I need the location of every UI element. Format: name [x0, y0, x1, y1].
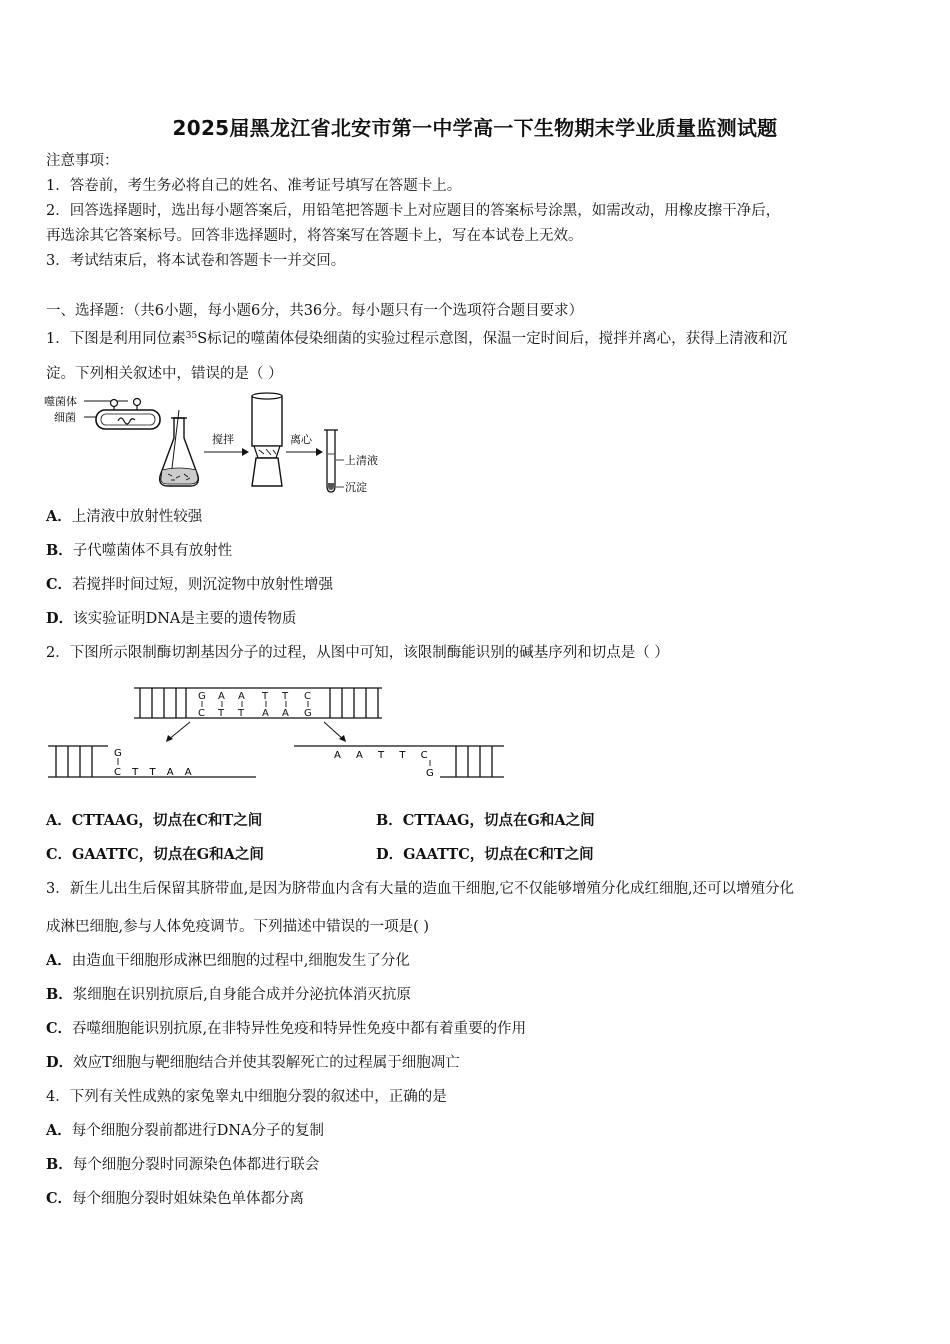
intact-dna-strands	[134, 688, 382, 718]
q3-option-a-letter: A．	[46, 952, 72, 969]
q3-option-d-letter: D．	[46, 1054, 74, 1071]
q1-stem-b: S标记的噬菌体侵染细菌的实验过程示意图，保温一定时间后，搅拌并离心，获得上清液和沉	[197, 331, 788, 347]
q4-option-c-letter: C．	[46, 1190, 73, 1207]
phage-1	[111, 400, 118, 411]
q4-option-a[interactable]	[46, 1122, 324, 1140]
blender-jar	[252, 396, 282, 446]
q2-option-b-text: CTTAAG，切点在G和A之间	[402, 812, 595, 829]
q4-option-b[interactable]	[46, 1156, 319, 1174]
base-bottom-6: G	[304, 708, 312, 719]
notice-item-2: 2．回答选择题时，选出每小题答案后，用铅笔把答题卡上对应题目的答案标号涂黑，如需改动，用橡皮擦干净后，	[46, 203, 781, 219]
bacterium-cell	[96, 410, 160, 429]
q4-option-b-text: 每个细胞分裂时同源染色体都进行联会	[72, 1157, 320, 1173]
label-precipitate: 沉淀	[345, 481, 367, 494]
q4-stem-text: 下列有关性成熟的家兔睾丸中细胞分裂的叙述中，正确的是	[69, 1089, 447, 1105]
intact-top-sequence	[198, 691, 311, 702]
q2-option-b[interactable]	[376, 812, 595, 830]
q2-option-a[interactable]	[46, 812, 262, 830]
q3-option-c[interactable]	[46, 1020, 526, 1038]
q2-option-c-text: GAATTC，切点在G和A之间	[72, 846, 264, 863]
page-title: 2025届黑龙江省北安市第一中学高一下生物期末学业质量监测试题	[172, 116, 778, 140]
intact-bottom-sequence	[198, 708, 312, 719]
arrow-left-line	[168, 722, 190, 740]
q1-option-a[interactable]	[46, 508, 202, 526]
q1-option-b-text: 子代噬菌体不具有放射性	[72, 543, 233, 559]
q1-option-b-letter: B．	[46, 542, 73, 559]
test-tube	[327, 430, 335, 492]
q3-stem-line2: 成淋巴细胞,参与人体免疫调节。下列描述中错误的一项是( )	[46, 919, 430, 935]
label-centrifuge: 离心	[290, 433, 312, 446]
phage-2	[134, 399, 141, 411]
phage-experiment-figure	[40, 388, 400, 500]
base-top-2: A	[218, 691, 225, 702]
base-bottom-2: T	[218, 708, 225, 719]
q4-stem	[46, 1088, 447, 1106]
q2-number: 2．	[46, 645, 70, 661]
label-supernatant: 上清液	[345, 454, 378, 467]
blender-lid	[252, 393, 282, 399]
base-bottom-1: C	[198, 708, 205, 719]
blender-base	[252, 458, 282, 486]
base-top-1: G	[198, 691, 206, 702]
q4-option-a-letter: A．	[46, 1122, 72, 1139]
q3-option-a-text: 由造血干细胞形成淋巴细胞的过程中,细胞发生了分化	[71, 953, 410, 969]
base-bottom-3: T	[238, 708, 245, 719]
right-fragment-top: A A T T C	[334, 750, 434, 761]
label-stir: 搅拌	[212, 433, 234, 446]
q2-stem-text: 下图所示限制酶切割基因分子的过程，从图中可知，该限制酶能识别的碱基序列和切点是（ ）	[69, 645, 669, 661]
q2-option-a-text: CTTAAG，切点在C和T之间	[71, 812, 263, 829]
q3-stem	[46, 880, 794, 898]
q4-option-c-text: 每个细胞分裂时姐妹染色单体都分离	[72, 1191, 305, 1207]
q2-option-c[interactable]	[46, 846, 264, 864]
q3-option-c-letter: C．	[46, 1020, 73, 1037]
q2-option-d-letter: D．	[376, 846, 404, 863]
q1-stem-a: 下图是利用同位素	[69, 331, 186, 347]
q1-option-b[interactable]	[46, 542, 232, 560]
q1-stem	[46, 327, 787, 348]
q4-option-b-letter: B．	[46, 1156, 73, 1173]
q1-option-d[interactable]	[46, 610, 296, 628]
arrow-left-head	[166, 735, 173, 742]
left-fragment-bottom: C T T A A	[114, 767, 196, 778]
base-top-3: A	[238, 691, 245, 702]
q2-option-c-letter: C．	[46, 846, 73, 863]
right-fragment-bottom: G	[426, 768, 434, 779]
base-top-4: T	[262, 691, 269, 702]
q3-option-b[interactable]	[46, 986, 411, 1004]
q3-stem-text: 新生儿出生后保留其脐带血,是因为脐带血内含有大量的造血干细胞,它不仅能够增殖分化成红细胞,还可以增殖分化	[69, 881, 795, 897]
q3-option-d-text: 效应T细胞与靶细胞结合并使其裂解死亡的过程属于细胞凋亡	[73, 1055, 460, 1071]
q1-option-d-letter: D．	[46, 610, 74, 627]
restriction-enzyme-figure	[44, 684, 509, 784]
q4-option-c[interactable]	[46, 1190, 304, 1208]
label-bacteria: 细菌	[54, 411, 76, 424]
q1-option-d-text: 该实验证明DNA是主要的遗传物质	[73, 611, 297, 627]
q3-option-b-text: 浆细胞在识别抗原后,自身能合成并分泌抗体消灭抗原	[72, 987, 411, 1003]
base-top-6: C	[304, 691, 311, 702]
section-heading: 一、选择题：（共6小题，每小题6分，共36分。每小题只有一个选项符合题目要求）	[46, 303, 584, 319]
q2-option-b-letter: B．	[376, 812, 403, 829]
q1-option-c-text: 若搅拌时间过短，则沉淀物中放射性增强	[72, 577, 334, 593]
left-fragment-top: G	[114, 748, 122, 759]
q2-stem	[46, 644, 669, 662]
q1-option-a-text: 上清液中放射性较强	[71, 509, 203, 525]
q3-option-c-text: 吞噬细胞能识别抗原,在非特异性免疫和特异性免疫中都有着重要的作用	[72, 1021, 527, 1037]
q1-number: 1．	[46, 331, 70, 347]
q3-number: 3．	[46, 881, 70, 897]
notice-heading: 注意事项：	[46, 153, 119, 169]
stir-arrow-head	[242, 448, 249, 456]
q3-option-b-letter: B．	[46, 986, 73, 1003]
arrow-right-line	[324, 722, 344, 740]
centrifuge-arrow-head	[316, 448, 323, 456]
label-phage: 噬菌体	[44, 395, 77, 408]
q2-option-d-text: GAATTC，切点在C和T之间	[403, 846, 594, 863]
q2-option-a-letter: A．	[46, 812, 72, 829]
q1-stem-line2: 淀。下列相关叙述中，错误的是（ ）	[46, 366, 283, 382]
base-bottom-5: A	[282, 708, 289, 719]
q3-option-d[interactable]	[46, 1054, 460, 1072]
base-top-5: T	[282, 691, 289, 702]
precipitate-pellet	[328, 483, 334, 490]
q4-option-a-text: 每个细胞分裂前都进行DNA分子的复制	[71, 1123, 325, 1139]
q1-isotope-mass: 35	[185, 331, 198, 341]
base-bottom-4: A	[262, 708, 269, 719]
q4-number: 4．	[46, 1089, 70, 1105]
notice-item-1: 1．答卷前，考生务必将自己的姓名、准考证号填写在答题卡上。	[46, 178, 462, 194]
q1-option-a-letter: A．	[46, 508, 72, 525]
notice-item-3: 3．考试结束后，将本试卷和答题卡一并交回。	[46, 253, 346, 269]
q1-option-c-letter: C．	[46, 576, 73, 593]
blender-neck	[254, 446, 280, 458]
q3-option-a[interactable]	[46, 952, 410, 970]
notice-item-2-cont: 再选涂其它答案标号。回答非选择题时，将答案写在答题卡上，写在本试卷上无效。	[46, 228, 583, 244]
q1-option-c[interactable]	[46, 576, 333, 594]
q2-option-d[interactable]	[376, 846, 594, 864]
